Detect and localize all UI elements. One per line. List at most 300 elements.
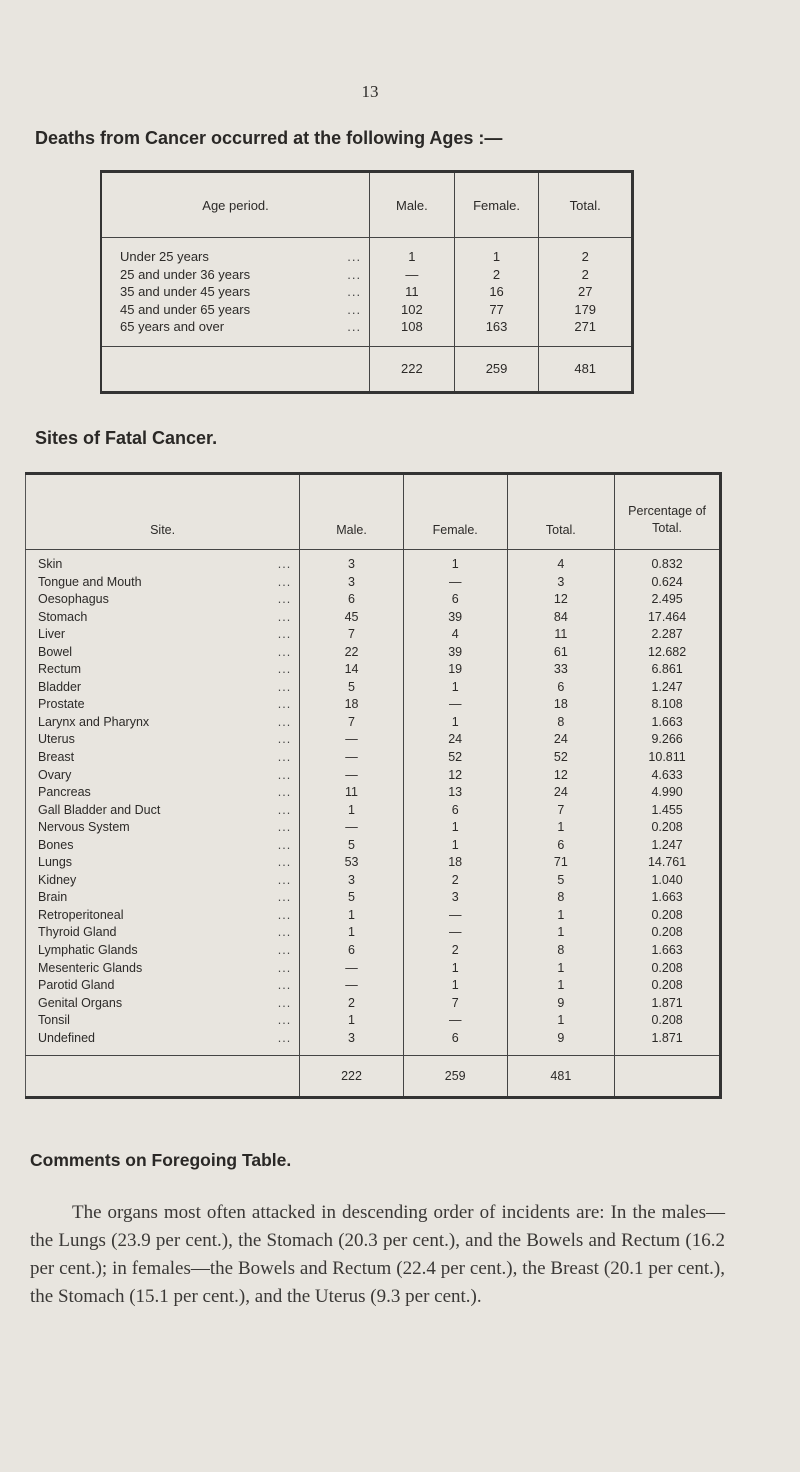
cell-male: 2 <box>300 995 404 1013</box>
row-label: Rectum <box>38 662 82 677</box>
cell-total: 8 <box>507 889 615 907</box>
table-row <box>101 301 633 319</box>
leader-dots: ... <box>277 644 292 659</box>
table-row <box>26 661 721 679</box>
table-row <box>26 644 721 662</box>
cell-total: 9 <box>507 1030 615 1056</box>
row-label-cell <box>101 318 370 346</box>
cell-pct: 1.247 <box>615 679 721 697</box>
cell-pct: 4.990 <box>615 784 721 802</box>
cell-pct: 1.663 <box>615 889 721 907</box>
cell-male: 5 <box>300 889 404 907</box>
row-label: 65 years and over <box>120 319 225 334</box>
cell-pct: 1.871 <box>615 1030 721 1056</box>
cell-total: 6 <box>507 837 615 855</box>
row-label: Tongue and Mouth <box>38 574 142 589</box>
table-row <box>26 1012 721 1030</box>
table-row <box>26 942 721 960</box>
cell-total: 6 <box>507 679 615 697</box>
header-total: Total. <box>539 172 633 238</box>
table-row <box>26 767 721 785</box>
sites-table-header <box>26 474 721 550</box>
cell-total: 11 <box>507 626 615 644</box>
row-label-wrap <box>38 574 299 592</box>
row-label: Stomach <box>38 609 88 624</box>
row-label-cell <box>26 977 300 995</box>
cell-total: 18 <box>507 696 615 714</box>
leader-dots: ... <box>277 697 292 712</box>
cell-total: 179 <box>539 301 633 319</box>
leader-dots: ... <box>277 1030 292 1045</box>
table-row <box>26 977 721 995</box>
row-label-wrap <box>38 556 299 574</box>
row-label-wrap <box>38 661 299 679</box>
cell-male: — <box>300 731 404 749</box>
row-label: Prostate <box>38 697 85 712</box>
cell-pct: 2.495 <box>615 591 721 609</box>
row-label-cell <box>26 960 300 978</box>
row-label-cell <box>26 1030 300 1056</box>
table-row <box>26 731 721 749</box>
row-label-wrap <box>38 626 299 644</box>
cell-pct: 0.208 <box>615 924 721 942</box>
cell-pct: 0.208 <box>615 907 721 925</box>
cell-pct: 1.871 <box>615 995 721 1013</box>
cell-pct: 6.861 <box>615 661 721 679</box>
cell-male: 7 <box>300 626 404 644</box>
row-label-wrap <box>38 802 299 820</box>
cell-pct: 12.682 <box>615 644 721 662</box>
cell-pct: 0.208 <box>615 977 721 995</box>
cell-total: 1 <box>507 977 615 995</box>
leader-dots: ... <box>347 319 362 334</box>
row-label-wrap <box>38 924 299 942</box>
total-total: 481 <box>539 346 633 392</box>
row-label: Breast <box>38 750 75 765</box>
cell-female: — <box>403 574 507 592</box>
row-label-wrap <box>38 995 299 1013</box>
cell-female: 39 <box>403 609 507 627</box>
row-label-cell <box>26 819 300 837</box>
row-label-cell <box>101 301 370 319</box>
cell-male: 108 <box>370 318 455 346</box>
leader-dots: ... <box>277 978 292 993</box>
cell-female: 1 <box>403 977 507 995</box>
cell-female: — <box>403 696 507 714</box>
cell-total: 2 <box>539 266 633 284</box>
table-row <box>26 854 721 872</box>
cell-male: 53 <box>300 854 404 872</box>
header-age-period: Age period. <box>101 172 370 238</box>
total-male: 222 <box>370 346 455 392</box>
leader-dots: ... <box>277 943 292 958</box>
cell-female: 4 <box>403 626 507 644</box>
row-label-cell <box>26 644 300 662</box>
table-row <box>26 960 721 978</box>
row-label: 35 and under 45 years <box>120 284 251 299</box>
leader-dots: ... <box>277 785 292 800</box>
cell-total: 1 <box>507 1012 615 1030</box>
row-label-wrap <box>120 283 369 301</box>
cell-female: 1 <box>403 550 507 574</box>
row-label-wrap <box>120 266 369 284</box>
totals-row <box>101 346 633 392</box>
cell-pct: 1.455 <box>615 802 721 820</box>
leader-dots: ... <box>277 960 292 975</box>
row-label: Bowel <box>38 644 73 659</box>
cell-total: 1 <box>507 924 615 942</box>
row-label-wrap <box>120 318 369 336</box>
leader-dots: ... <box>277 820 292 835</box>
cell-total: 1 <box>507 960 615 978</box>
row-label-cell <box>26 889 300 907</box>
row-label-wrap <box>38 696 299 714</box>
leader-dots: ... <box>277 662 292 677</box>
cell-total: 8 <box>507 942 615 960</box>
row-label: Brain <box>38 890 68 905</box>
cell-female: — <box>403 1012 507 1030</box>
table-row <box>26 714 721 732</box>
leader-dots: ... <box>277 907 292 922</box>
cell-male: 11 <box>370 283 455 301</box>
cell-female: 12 <box>403 767 507 785</box>
cell-male: 22 <box>300 644 404 662</box>
cell-male: 5 <box>300 679 404 697</box>
table-row <box>101 266 633 284</box>
cell-total: 7 <box>507 802 615 820</box>
cell-male: 5 <box>300 837 404 855</box>
cell-male: — <box>300 977 404 995</box>
row-label: Retroperitoneal <box>38 907 124 922</box>
cell-female: 2 <box>403 872 507 890</box>
table-row <box>26 696 721 714</box>
row-label-cell <box>26 924 300 942</box>
header-total: Total. <box>507 474 615 550</box>
cell-male: 6 <box>300 591 404 609</box>
cell-male: 1 <box>300 802 404 820</box>
leader-dots: ... <box>277 767 292 782</box>
row-label: Tonsil <box>38 1013 70 1028</box>
age-table-header <box>101 172 633 238</box>
row-label-wrap <box>38 749 299 767</box>
table-row <box>26 749 721 767</box>
cell-male: 14 <box>300 661 404 679</box>
cell-pct: 0.624 <box>615 574 721 592</box>
row-label-wrap <box>38 591 299 609</box>
row-label: Lymphatic Glands <box>38 943 138 958</box>
cell-pct: 14.761 <box>615 854 721 872</box>
row-label-cell <box>26 837 300 855</box>
age-table-title: Deaths from Cancer occurred at the following Ages :— <box>35 128 503 148</box>
cell-female: — <box>403 907 507 925</box>
row-label-wrap <box>38 731 299 749</box>
leader-dots: ... <box>347 284 362 299</box>
cell-male: 11 <box>300 784 404 802</box>
row-label: Gall Bladder and Duct <box>38 802 161 817</box>
cell-female: — <box>403 924 507 942</box>
cell-female: 19 <box>403 661 507 679</box>
cell-pct: 10.811 <box>615 749 721 767</box>
row-label-wrap <box>120 301 369 319</box>
total-pct <box>615 1056 721 1098</box>
cell-pct: 9.266 <box>615 731 721 749</box>
row-label: Oesophagus <box>38 592 109 607</box>
cell-male: 18 <box>300 696 404 714</box>
cell-total: 3 <box>507 574 615 592</box>
row-label-cell <box>26 679 300 697</box>
row-label-cell <box>26 661 300 679</box>
cell-male: 102 <box>370 301 455 319</box>
totals-label-cell <box>26 1056 300 1098</box>
row-label-cell <box>26 574 300 592</box>
age-table <box>100 170 634 394</box>
table-row <box>26 591 721 609</box>
table-row <box>26 574 721 592</box>
cell-total: 8 <box>507 714 615 732</box>
cell-pct: 1.247 <box>615 837 721 855</box>
row-label-wrap <box>38 907 299 925</box>
row-label-cell <box>101 283 370 301</box>
leader-dots: ... <box>277 609 292 624</box>
cell-female: 1 <box>403 960 507 978</box>
row-label-cell <box>26 749 300 767</box>
table-row <box>101 318 633 346</box>
cell-total: 271 <box>539 318 633 346</box>
comments-title: Comments on Foregoing Table. <box>30 1150 292 1170</box>
cell-female: 163 <box>454 318 539 346</box>
row-label-wrap <box>38 714 299 732</box>
row-label-wrap <box>38 1012 299 1030</box>
row-label-wrap <box>38 644 299 662</box>
row-label-cell <box>26 784 300 802</box>
totals-row <box>26 1056 721 1098</box>
header-site: Site. <box>26 474 300 550</box>
cell-male: 3 <box>300 550 404 574</box>
row-label-cell <box>26 626 300 644</box>
table-row <box>26 889 721 907</box>
row-label-wrap <box>38 784 299 802</box>
table-row <box>26 872 721 890</box>
row-label: Under 25 years <box>120 249 209 264</box>
cell-female: 24 <box>403 731 507 749</box>
row-label: Undefined <box>38 1030 95 1045</box>
row-label: Kidney <box>38 872 77 887</box>
cell-total: 9 <box>507 995 615 1013</box>
row-label-wrap <box>38 872 299 890</box>
cell-total: 71 <box>507 854 615 872</box>
row-label: 25 and under 36 years <box>120 266 251 282</box>
table-row <box>26 924 721 942</box>
totals-label-cell <box>101 346 370 392</box>
cell-pct: 0.832 <box>615 550 721 574</box>
cell-pct: 0.208 <box>615 819 721 837</box>
table-row <box>26 550 721 574</box>
leader-dots: ... <box>277 890 292 905</box>
cell-female: 39 <box>403 644 507 662</box>
cell-female: 52 <box>403 749 507 767</box>
leader-dots: ... <box>277 592 292 607</box>
cell-female: 2 <box>454 266 539 284</box>
table-row <box>26 609 721 627</box>
cell-pct: 0.208 <box>615 1012 721 1030</box>
row-label-cell <box>26 802 300 820</box>
cell-female: 6 <box>403 802 507 820</box>
row-label-wrap <box>38 837 299 855</box>
cell-total: 24 <box>507 784 615 802</box>
leader-dots: ... <box>277 855 292 870</box>
row-label-cell <box>26 1012 300 1030</box>
row-label-wrap <box>38 854 299 872</box>
row-label: 45 and under 65 years <box>120 301 251 317</box>
total-female: 259 <box>403 1056 507 1098</box>
cell-pct: 2.287 <box>615 626 721 644</box>
cell-female: 77 <box>454 301 539 319</box>
row-label: Mesenteric Glands <box>38 960 143 975</box>
cell-male: 6 <box>300 942 404 960</box>
page-number: 13 <box>361 82 379 101</box>
table-row <box>26 784 721 802</box>
row-label-cell <box>101 266 370 284</box>
row-label-cell <box>26 591 300 609</box>
table-row <box>26 995 721 1013</box>
leader-dots: ... <box>347 249 362 264</box>
row-label-wrap <box>38 609 299 627</box>
row-label: Ovary <box>38 767 72 782</box>
row-label-wrap <box>38 960 299 978</box>
cell-female: 6 <box>403 1030 507 1056</box>
cell-female: 3 <box>403 889 507 907</box>
cell-male: — <box>300 819 404 837</box>
leader-dots: ... <box>277 714 292 729</box>
header-female: Female. <box>403 474 507 550</box>
sites-table <box>25 472 722 1099</box>
row-label-cell <box>26 872 300 890</box>
total-female: 259 <box>454 346 539 392</box>
cell-male: 1 <box>300 907 404 925</box>
cell-male: 1 <box>300 924 404 942</box>
table-row <box>26 819 721 837</box>
row-label: Thyroid Gland <box>38 925 117 940</box>
cell-total: 2 <box>539 238 633 266</box>
row-label-wrap <box>38 942 299 960</box>
cell-pct: 17.464 <box>615 609 721 627</box>
leader-dots: ... <box>277 679 292 694</box>
cell-male: 3 <box>300 574 404 592</box>
leader-dots: ... <box>277 995 292 1010</box>
header-female: Female. <box>454 172 539 238</box>
cell-total: 1 <box>507 819 615 837</box>
comments-paragraph: The organs most often attacked in descending order of incidents are: In the males—the Lungs (23.9 per cent.), the Stomach (20.3 per cent.), and the Bowels and Rectum (16.2 per cent.); in females—the Bowels and Rectum (22.4 per cent.), the Breast (20.1 per cent.), the Stomach (15.1 per cent.), and the Uterus (9.3 per cent.). <box>30 1202 725 1307</box>
cell-pct: 4.633 <box>615 767 721 785</box>
leader-dots: ... <box>277 557 292 571</box>
row-label: Liver <box>38 627 66 642</box>
cell-total: 4 <box>507 550 615 574</box>
row-label: Bladder <box>38 679 82 694</box>
cell-pct: 8.108 <box>615 696 721 714</box>
cell-pct: 1.663 <box>615 714 721 732</box>
cell-male: 3 <box>300 872 404 890</box>
row-label: Parotid Gland <box>38 978 115 993</box>
cell-total: 12 <box>507 591 615 609</box>
row-label-cell <box>26 696 300 714</box>
cell-female: 1 <box>403 679 507 697</box>
cell-total: 12 <box>507 767 615 785</box>
leader-dots: ... <box>277 750 292 765</box>
row-label-cell <box>26 550 300 574</box>
row-label: Uterus <box>38 732 75 747</box>
leader-dots: ... <box>347 266 362 282</box>
cell-male: 45 <box>300 609 404 627</box>
table-row <box>26 626 721 644</box>
row-label-cell <box>26 942 300 960</box>
cell-total: 52 <box>507 749 615 767</box>
cell-male: — <box>300 960 404 978</box>
row-label: Lungs <box>38 855 73 870</box>
row-label-cell <box>26 609 300 627</box>
table-row <box>26 837 721 855</box>
cell-total: 33 <box>507 661 615 679</box>
table-row <box>26 1030 721 1056</box>
leader-dots: ... <box>277 574 292 589</box>
table-row <box>101 238 633 266</box>
row-label-wrap <box>120 248 369 266</box>
sites-table-title: Sites of Fatal Cancer. <box>35 428 218 448</box>
leader-dots: ... <box>347 301 362 317</box>
row-label-wrap <box>38 767 299 785</box>
cell-female: 2 <box>403 942 507 960</box>
cell-total: 84 <box>507 609 615 627</box>
cell-female: 1 <box>454 238 539 266</box>
cell-male: — <box>300 749 404 767</box>
table-row <box>26 907 721 925</box>
row-label-wrap <box>38 977 299 995</box>
row-label-wrap <box>38 1030 299 1048</box>
leader-dots: ... <box>277 627 292 642</box>
row-label: Skin <box>38 557 63 571</box>
row-label-cell <box>26 995 300 1013</box>
row-label: Nervous System <box>38 820 130 835</box>
cell-male: 7 <box>300 714 404 732</box>
cell-male: — <box>300 767 404 785</box>
leader-dots: ... <box>277 732 292 747</box>
cell-female: 1 <box>403 819 507 837</box>
cell-total: 1 <box>507 907 615 925</box>
cell-female: 1 <box>403 837 507 855</box>
row-label: Genital Organs <box>38 995 123 1010</box>
cell-pct: 0.208 <box>615 960 721 978</box>
leader-dots: ... <box>277 872 292 887</box>
header-male: Male. <box>370 172 455 238</box>
row-label: Larynx and Pharynx <box>38 714 150 729</box>
row-label-cell <box>26 714 300 732</box>
cell-female: 16 <box>454 283 539 301</box>
cell-total: 27 <box>539 283 633 301</box>
cell-total: 5 <box>507 872 615 890</box>
cell-female: 13 <box>403 784 507 802</box>
total-male: 222 <box>300 1056 404 1098</box>
cell-total: 61 <box>507 644 615 662</box>
cell-male: 3 <box>300 1030 404 1056</box>
leader-dots: ... <box>277 1013 292 1028</box>
leader-dots: ... <box>277 802 292 817</box>
leader-dots: ... <box>277 925 292 940</box>
row-label-wrap <box>38 679 299 697</box>
total-total: 481 <box>507 1056 615 1098</box>
cell-female: 6 <box>403 591 507 609</box>
table-row <box>101 283 633 301</box>
cell-pct: 1.040 <box>615 872 721 890</box>
cell-male: 1 <box>300 1012 404 1030</box>
